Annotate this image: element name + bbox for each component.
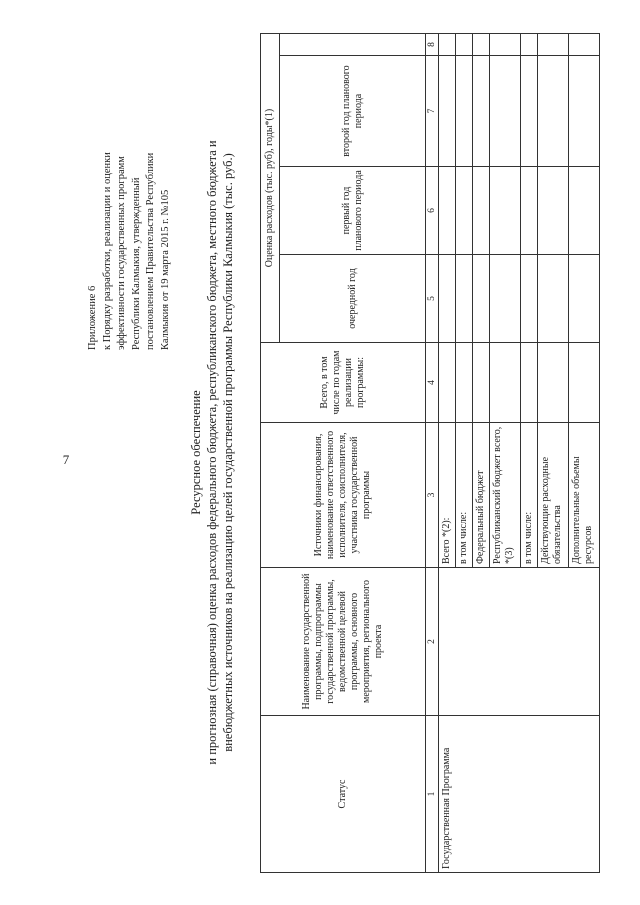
data-cell (456, 167, 473, 255)
column-number: 6 (426, 167, 439, 255)
data-cell (473, 56, 490, 167)
data-cell (490, 255, 521, 343)
data-cell (439, 56, 456, 167)
column-number: 1 (426, 716, 439, 873)
title-line: и прогнозная (справочная) оценка расходов федерального бюджета, республиканского бюджета, местного бюджета и (205, 140, 219, 765)
header-row (261, 34, 280, 873)
data-cell (490, 34, 521, 56)
data-cell (490, 56, 521, 167)
data-cell (473, 255, 490, 343)
data-cell (473, 343, 490, 423)
data-cell (521, 167, 538, 255)
page-number: 7 (62, 452, 70, 467)
appendix-line: эффективности государственных программ (116, 156, 127, 350)
data-cell (538, 167, 569, 255)
data-cell (569, 34, 600, 56)
data-cell (521, 56, 538, 167)
source-cell: Республиканский бюджет всего, *(3) (490, 423, 521, 568)
header-status: Статус (261, 716, 426, 873)
source-cell: Федеральный бюджет (473, 423, 490, 568)
data-cell (538, 34, 569, 56)
data-cell (439, 343, 456, 423)
header-estimate: Оценка расходов (тыс. руб), годы*(1) (261, 34, 280, 343)
appendix-line: к Порядку разработки, реализации и оценки (101, 152, 113, 350)
data-cell (538, 56, 569, 167)
table-row (439, 34, 456, 873)
document-title (188, 0, 236, 905)
data-cell (538, 343, 569, 423)
appendix-line: Калмыкия от 19 марта 2015 г. №105 (159, 189, 171, 350)
header-total: Всего, в том числе по годам реализации программы: (261, 343, 426, 423)
column-number: 3 (426, 423, 439, 568)
data-cell (439, 255, 456, 343)
appendix-note (86, 40, 173, 350)
column-number: 2 (426, 568, 439, 716)
appendix-line: постановлением Правительства Республики (145, 152, 156, 350)
data-cell (456, 56, 473, 167)
header-name: Наименование государственной программы, подпрограммы государственной программы, ведомственной целевой программы, основного мероприятия, регионального проекта (261, 568, 426, 716)
source-cell: Дополнительные объемы ресурсов (569, 423, 600, 568)
data-cell (569, 167, 600, 255)
source-cell: Действующие расходные обязательства (538, 423, 569, 568)
data-cell (569, 255, 600, 343)
source-cell: Всего *(2): (439, 423, 456, 568)
title-line: Ресурсное обеспечение (189, 390, 203, 515)
header-year4 (280, 34, 426, 56)
data-cell (521, 255, 538, 343)
data-cell (456, 343, 473, 423)
data-cell (490, 343, 521, 423)
header-year2: первый год планового периода (280, 167, 426, 255)
name-cell (439, 568, 600, 716)
column-number-row (426, 34, 439, 873)
data-cell (569, 56, 600, 167)
data-cell (456, 255, 473, 343)
appendix-line: Республики Калмыкия, утвержденный (130, 177, 142, 350)
data-cell (521, 34, 538, 56)
header-year3: второй год планового периода (280, 56, 426, 167)
title-line: внебюджетных источников на реализацию целей государственной программы Республики Калмыкия (тыс. руб.) (221, 153, 235, 752)
source-cell: в том числе: (521, 423, 538, 568)
data-cell (473, 34, 490, 56)
column-number: 7 (426, 56, 439, 167)
data-cell (439, 167, 456, 255)
status-cell: Государственная Программа (439, 716, 600, 873)
column-number: 4 (426, 343, 439, 423)
data-cell (521, 343, 538, 423)
data-cell (569, 343, 600, 423)
header-sources: Источники финансирования, наименование ответственного исполнителя, соисполнителя, участника государственной программы (261, 423, 426, 568)
data-cell (473, 167, 490, 255)
column-number: 5 (426, 255, 439, 343)
column-number: 8 (426, 34, 439, 56)
data-cell (439, 34, 456, 56)
resource-table (260, 33, 600, 873)
appendix-line: Приложение 6 (87, 285, 98, 350)
data-cell (490, 167, 521, 255)
data-cell (456, 34, 473, 56)
data-cell (538, 255, 569, 343)
source-cell: в том числе: (456, 423, 473, 568)
header-year1: очередной год (280, 255, 426, 343)
